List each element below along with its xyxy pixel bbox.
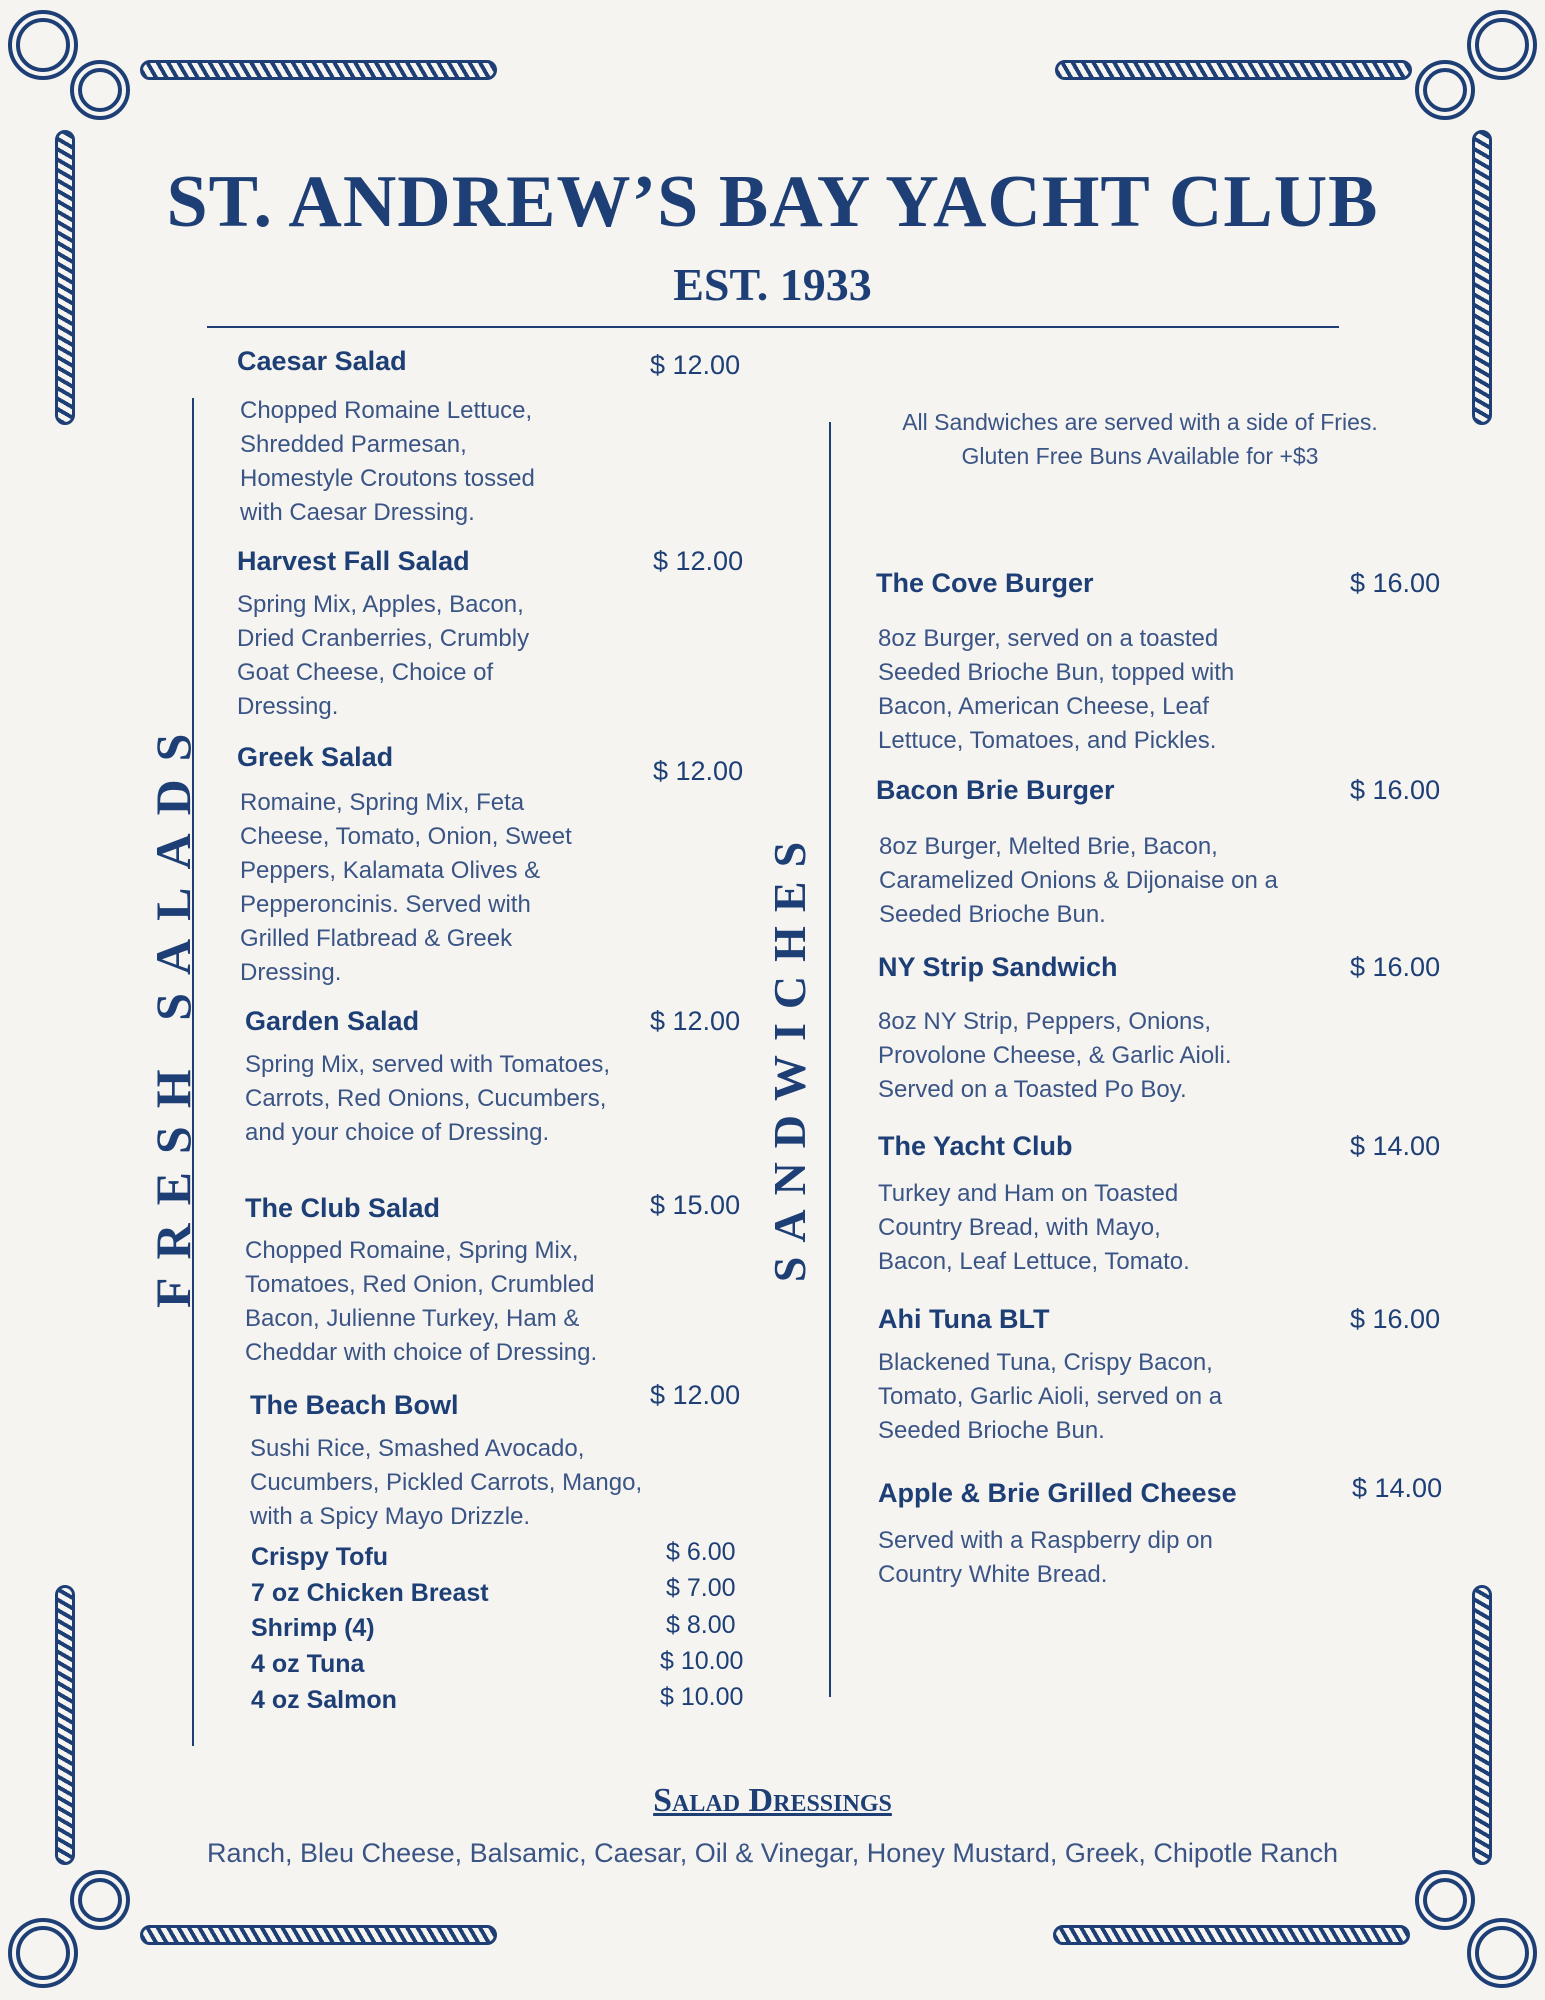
salad-description: Spring Mix, served with Tomatoes, Carrots, Red Onions, Cucumbers, and your choice of Dressing. xyxy=(245,1051,611,1146)
salad-price: $ 15.00 xyxy=(650,1190,741,1220)
rope-border-top-right xyxy=(1055,60,1412,80)
addon-price: $ 10.00 xyxy=(660,1683,744,1711)
rope-knot-icon xyxy=(1467,1918,1537,1988)
sandwiches-note-line: All Sandwiches are served with a side of Fries. xyxy=(902,409,1378,435)
addon-price: $ 7.00 xyxy=(666,1574,736,1602)
salad-price: $ 12.00 xyxy=(650,1380,741,1410)
dressings-heading: Salad Dressings xyxy=(653,1782,892,1819)
salad-description: Sushi Rice, Smashed Avocado, Cucumbers, Pickled Carrots, Mango, with a Spicy Mayo Drizzle. xyxy=(250,1435,643,1530)
salad-name: Greek Salad xyxy=(237,742,394,772)
page-title: ST. ANDREW’S BAY YACHT CLUB xyxy=(166,161,1379,243)
sandwich-description: Blackened Tuna, Crispy Bacon, Tomato, Garlic Aioli, served on a Seeded Brioche Bun. xyxy=(878,1349,1223,1444)
sandwich-price: $ 16.00 xyxy=(1350,952,1441,982)
sandwiches-section-label: SANDWICHES xyxy=(764,827,815,1283)
sandwich-price: $ 16.00 xyxy=(1350,775,1441,805)
sandwich-description: Served with a Raspberry dip on Country White Bread. xyxy=(878,1527,1213,1588)
sandwiches-divider-line xyxy=(829,422,831,1697)
addon-price: $ 10.00 xyxy=(660,1647,744,1675)
sandwich-description: 8oz NY Strip, Peppers, Onions, Provolone Cheese, & Garlic Aioli. Served on a Toasted Po Boy. xyxy=(878,1008,1232,1103)
salad-name: Caesar Salad xyxy=(237,346,407,376)
salad-name: The Beach Bowl xyxy=(250,1390,459,1420)
salad-price: $ 12.00 xyxy=(653,756,744,786)
rope-border-top-left xyxy=(140,60,497,80)
salad-name: The Club Salad xyxy=(245,1193,441,1223)
rope-knot-icon xyxy=(1415,60,1475,120)
sandwich-price: $ 16.00 xyxy=(1350,568,1441,598)
sandwiches-note-line: Gluten Free Buns Available for +$3 xyxy=(961,443,1319,469)
sandwich-price: $ 14.00 xyxy=(1352,1473,1443,1503)
sandwich-description: Turkey and Ham on Toasted Country Bread, with Mayo, Bacon, Leaf Lettuce, Tomato. xyxy=(878,1180,1190,1275)
rope-border-right-bottom xyxy=(1472,1585,1492,1865)
dressings-list: Ranch, Bleu Cheese, Balsamic, Caesar, Oil & Vinegar, Honey Mustard, Greek, Chipotle Ranch xyxy=(206,1838,1339,1868)
addon-price: $ 8.00 xyxy=(666,1611,736,1639)
sandwiches-note xyxy=(870,405,1410,473)
page-subtitle: EST. 1933 xyxy=(673,259,872,310)
addon-name: 4 oz Salmon xyxy=(251,1686,397,1714)
rope-border-bottom-left xyxy=(140,1925,497,1945)
rope-knot-icon xyxy=(1415,1870,1475,1930)
sandwich-price: $ 14.00 xyxy=(1350,1131,1441,1161)
rope-knot-icon xyxy=(70,1870,130,1930)
sandwich-name: Bacon Brie Burger xyxy=(876,775,1115,805)
sandwich-price: $ 16.00 xyxy=(1350,1304,1441,1334)
salad-name: Garden Salad xyxy=(245,1006,420,1036)
sandwich-description: 8oz Burger, served on a toasted Seeded Brioche Bun, topped with Bacon, American Cheese, Leaf Lettuce, Tomatoes, and Pickles. xyxy=(878,625,1235,754)
addon-name: Crispy Tofu xyxy=(251,1543,389,1571)
salads-section-label: FRESH SALADS xyxy=(145,715,201,1308)
rope-knot-icon xyxy=(8,10,78,80)
addon-name: 7 oz Chicken Breast xyxy=(251,1579,489,1607)
addon-price: $ 6.00 xyxy=(666,1538,736,1566)
salad-price: $ 12.00 xyxy=(650,350,741,380)
salad-description: Chopped Romaine Lettuce, Shredded Parmesan, Homestyle Croutons tossed with Caesar Dressing. xyxy=(240,397,535,526)
salad-description: Chopped Romaine, Spring Mix, Tomatoes, Red Onion, Crumbled Bacon, Julienne Turkey, Ham & Cheddar with choice of Dressing. xyxy=(245,1237,598,1366)
sandwich-name: NY Strip Sandwich xyxy=(878,952,1118,982)
rope-knot-icon xyxy=(70,60,130,120)
rope-knot-icon xyxy=(8,1918,78,1988)
salad-price: $ 12.00 xyxy=(653,546,744,576)
sandwich-name: The Cove Burger xyxy=(876,568,1094,598)
salad-name: Harvest Fall Salad xyxy=(237,546,470,576)
salad-description: Romaine, Spring Mix, Feta Cheese, Tomato, Onion, Sweet Peppers, Kalamata Olives & Pepperoncinis. Served with Grilled Flatbread & Greek Dressing. xyxy=(240,789,572,986)
salad-price: $ 12.00 xyxy=(650,1006,741,1036)
rope-border-left-bottom xyxy=(55,1585,75,1865)
sandwich-name: Ahi Tuna BLT xyxy=(878,1304,1050,1334)
addon-name: Shrimp (4) xyxy=(251,1614,375,1642)
salad-description: Spring Mix, Apples, Bacon, Dried Cranberries, Crumbly Goat Cheese, Choice of Dressing. xyxy=(237,591,530,720)
rope-border-bottom-right xyxy=(1053,1925,1410,1945)
sandwich-name: The Yacht Club xyxy=(878,1131,1073,1161)
header-divider xyxy=(207,326,1339,328)
sandwich-name: Apple & Brie Grilled Cheese xyxy=(878,1478,1237,1508)
addon-name: 4 oz Tuna xyxy=(251,1650,365,1678)
rope-knot-icon xyxy=(1467,10,1537,80)
sandwich-description: 8oz Burger, Melted Brie, Bacon, Caramelized Onions & Dijonaise on a Seeded Brioche Bun. xyxy=(879,833,1278,928)
